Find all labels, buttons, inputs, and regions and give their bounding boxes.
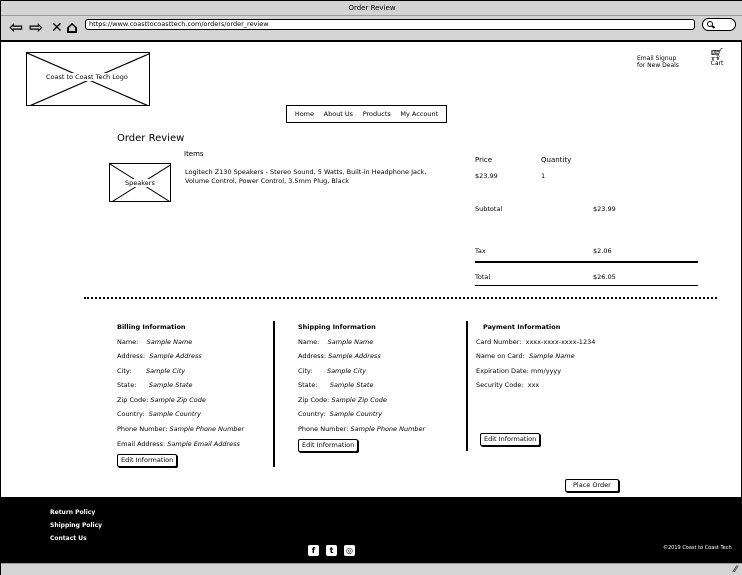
subtotal-value: $23.99 xyxy=(593,205,616,213)
item-price: $23.99 xyxy=(475,172,498,180)
shipping-row: Phone Number: Sample Phone Number xyxy=(298,425,426,433)
billing-edit-button[interactable]: Edit Information xyxy=(117,454,177,467)
payment-title: Payment Information xyxy=(483,323,561,331)
twitter-icon[interactable]: t xyxy=(326,545,337,556)
nav-item-home[interactable]: Home xyxy=(294,110,315,118)
billing-row: State: Sample State xyxy=(117,381,193,389)
column-separator xyxy=(466,321,468,451)
billing-row: Name: Sample Name xyxy=(117,338,193,346)
billing-row: Email Address: Sample Email Address xyxy=(117,440,240,448)
billing-title: Billing Information xyxy=(117,323,186,331)
url-bar[interactable]: https://www.coasttocoasttech.com/orders/order_review xyxy=(85,19,695,30)
billing-row: Address: Sample Address xyxy=(117,352,202,360)
shipping-row: Zip Code: Sample Zip Code xyxy=(298,396,387,404)
payment-row: Card Number: xxxx-xxxx-xxxx-1234 xyxy=(476,338,596,346)
nav-item-about-us[interactable]: About Us xyxy=(323,110,354,118)
footer-link-return-policy[interactable]: Return Policy xyxy=(50,509,96,516)
shipping-row: State: Sample State xyxy=(298,381,374,389)
column-separator xyxy=(273,321,275,467)
shipping-title: Shipping Information xyxy=(298,323,376,331)
divider-total xyxy=(475,261,698,263)
footer-link-contact-us[interactable]: Contact Us xyxy=(50,535,87,542)
price-header: Price xyxy=(475,156,493,164)
billing-row: City: Sample City xyxy=(117,367,186,375)
page-title: Order Review xyxy=(117,133,185,144)
payment-row: Expiration Date: mm/yyyy xyxy=(476,367,562,375)
nav-item-products[interactable]: Products xyxy=(362,110,391,118)
search-button[interactable] xyxy=(702,18,736,31)
shipping-row: City: Sample City xyxy=(298,367,367,375)
shipping-edit-button[interactable]: Edit Information xyxy=(298,439,358,452)
home-icon[interactable]: ⌂ xyxy=(66,18,79,38)
item-description: Logitech Z130 Speakers - Stereo Sound, 5 Watts, Built-in Headphone Jack, Volume Control, Power Control, 3.5mm Plug, Black xyxy=(185,168,427,185)
tax-value: $2.06 xyxy=(593,247,612,255)
forward-arrow-icon[interactable]: ⇨ xyxy=(29,18,44,38)
cart-label: Cart xyxy=(710,60,724,67)
email-signup-line-1: Email Signup xyxy=(637,55,677,62)
total-value: $26.05 xyxy=(593,273,616,281)
shipping-row: Name: Sample Name xyxy=(298,338,374,346)
shipping-row: Country: Sample Country xyxy=(298,410,382,418)
payment-edit-button[interactable]: Edit Information xyxy=(480,433,540,446)
facebook-icon[interactable]: f xyxy=(308,545,319,556)
instagram-icon[interactable]: ◎ xyxy=(344,545,355,556)
payment-row: Name on Card: Sample Name xyxy=(476,352,575,360)
shopping-cart-icon: 🛒︎ xyxy=(709,47,725,61)
cart-link[interactable] xyxy=(708,49,726,67)
place-order-button[interactable]: Place Order xyxy=(565,479,619,492)
email-signup-line-2: for New Deals xyxy=(637,62,679,69)
section-divider xyxy=(84,297,717,299)
total-label: Total xyxy=(475,273,491,281)
item-image xyxy=(109,163,171,202)
resize-grip-icon[interactable]: ⁄⁄ xyxy=(733,565,737,575)
logo-label: Coast to Coast Tech Logo xyxy=(46,73,128,81)
billing-row: Zip Code: Sample Zip Code xyxy=(117,396,206,404)
quantity-header: Quantity xyxy=(541,156,572,164)
tax-label: Tax xyxy=(475,247,486,255)
items-header: Items xyxy=(184,150,204,158)
divider-bottom xyxy=(475,285,698,286)
close-x-icon[interactable]: ✕ xyxy=(51,20,63,36)
main-nav xyxy=(286,105,447,123)
window-title: Order Review xyxy=(1,1,742,16)
billing-row: Country: Sample Country xyxy=(117,410,201,418)
copyright: ©2019 Coast to Coast Tech xyxy=(663,545,732,551)
item-image-label: Speakers xyxy=(125,179,155,187)
site-footer xyxy=(1,497,742,563)
nav-item-my-account[interactable]: My Account xyxy=(400,110,439,118)
subtotal-label: Subtotal xyxy=(475,205,503,213)
browser-status-bar xyxy=(1,563,742,575)
email-signup-link[interactable] xyxy=(637,55,679,69)
site-logo[interactable] xyxy=(26,52,150,106)
back-arrow-icon[interactable]: ⇦ xyxy=(9,18,24,38)
billing-row: Phone Number: Sample Phone Number xyxy=(117,425,245,433)
shipping-row: Address: Sample Address xyxy=(298,352,381,360)
item-quantity: 1 xyxy=(541,172,546,180)
browser-toolbar xyxy=(1,16,742,42)
footer-link-shipping-policy[interactable]: Shipping Policy xyxy=(50,522,103,529)
payment-row: Security Code: xxx xyxy=(476,381,540,389)
